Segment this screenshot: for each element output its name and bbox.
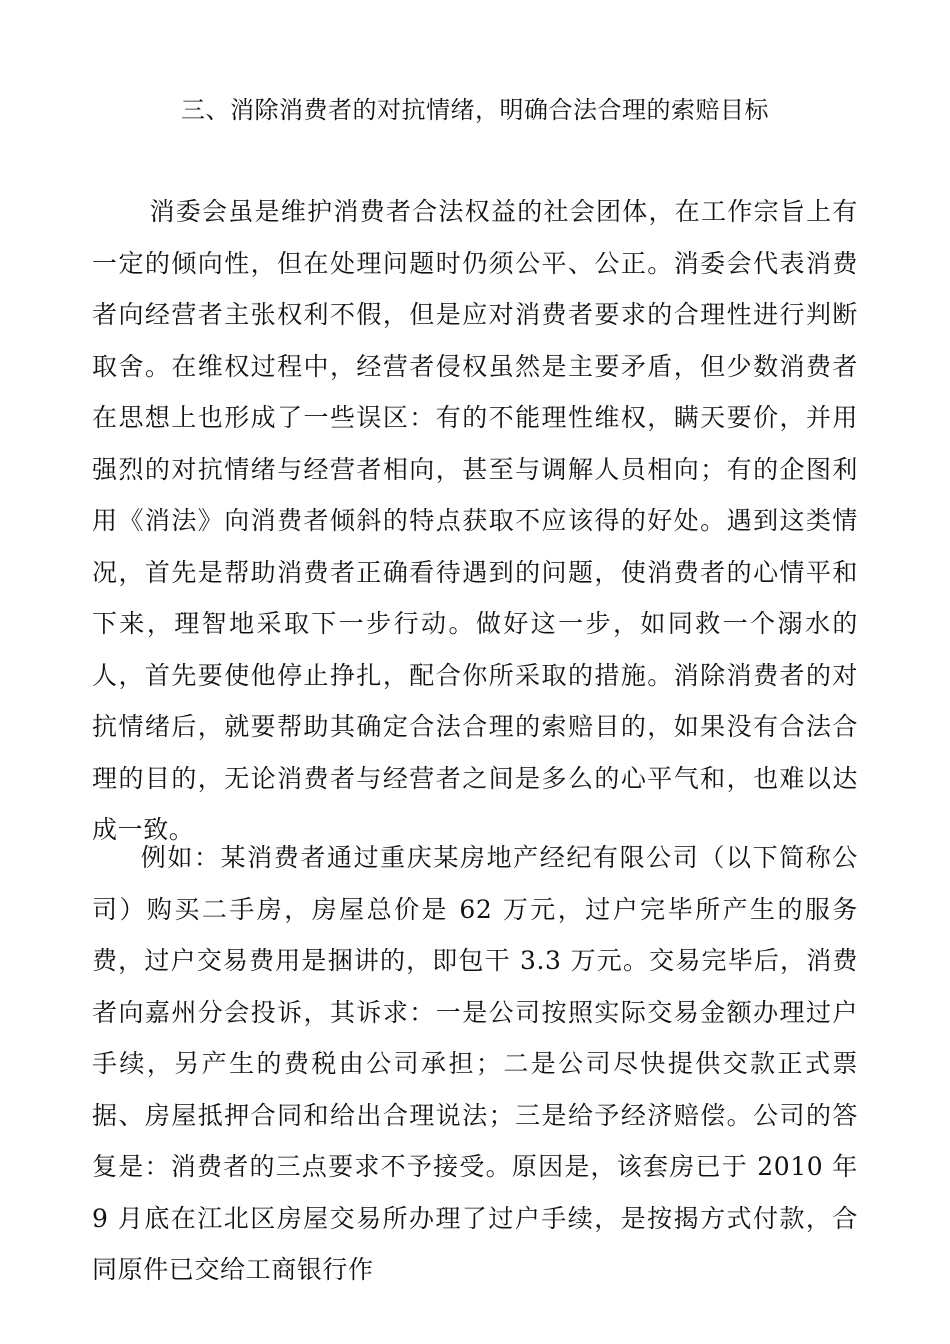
section-heading: 三、消除消费者的对抗情绪，明确合法合理的索赔目标	[181, 96, 769, 124]
paragraph-example: 例如：某消费者通过重庆某房地产经纪有限公司（以下简称公司）购买二手房，房屋总价是 62 万元，过户完毕所产生的服务费，过户交易费用是捆讲的，即包干 3.3 万元。交易完毕后，消费者向嘉州分会投诉，其诉求：一是公司按照实际交易金额办理过户手续，另产生的费税由公司承担；二是公司尽快提供交款正式票据、房屋抵押合同和给出合理说法；三是给予经济赔偿。公司的答复是：消费者的三点要求不予接受。原因是，该套房已于 2010 年 9 月底在江北区房屋交易所办理了过户手续，是按揭方式付款，合同原件已交给工商银行作	[92, 843, 858, 1284]
paragraph-principle: 消委会虽是维护消费者合法权益的社会团体，在工作宗旨上有一定的倾向性，但在处理问题时仍须公平、公正。消委会代表消费者向经营者主张权利不假，但是应对消费者要求的合理性进行判断取舍。在维权过程中，经营者侵权虽然是主要矛盾，但少数消费者在思想上也形成了一些误区：有的不能理性维权，瞒天要价，并用强烈的对抗情绪与经营者相向，甚至与调解人员相向；有的企图利用《消法》向消费者倾斜的特点获取不应该得的好处。遇到这类情况，首先是帮助消费者正确看待遇到的问题，使消费者的心情平和下来，理智地采取下一步行动。做好这一步，如同救一个溺水的人，首先要使他停止挣扎，配合你所采取的措施。消除消费者的对抗情绪后，就要帮助其确定合法合理的索赔目的，如果没有合法合理的目的，无论消费者与经营者之间是多么的心平气和，也难以达成一致。	[92, 197, 858, 844]
